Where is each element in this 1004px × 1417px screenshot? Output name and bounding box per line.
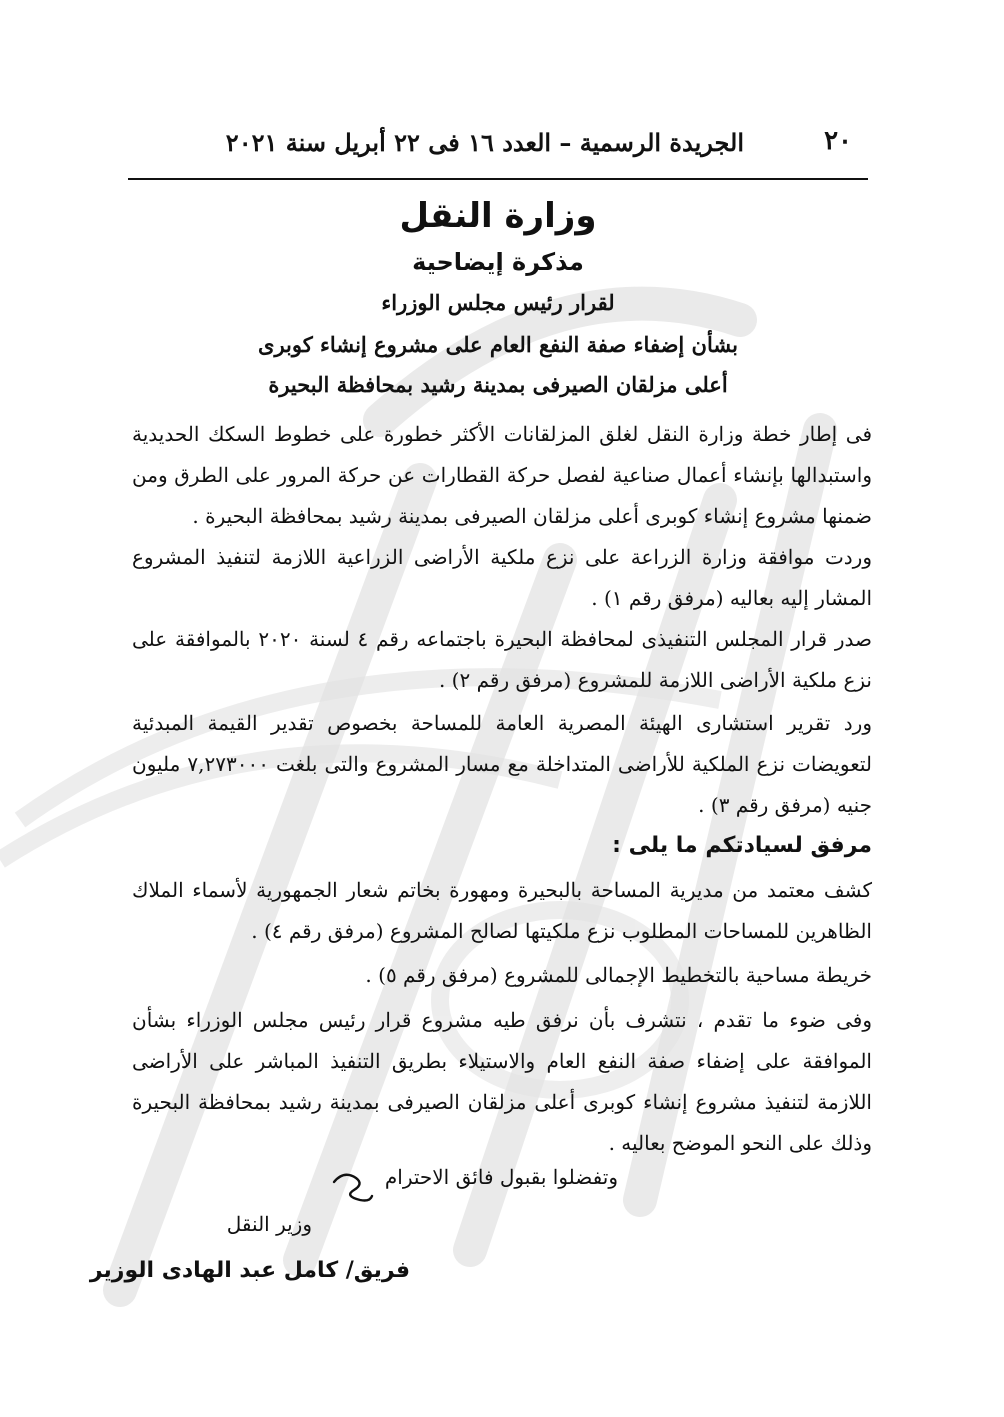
paragraph-plan: فى إطار خطة وزارة النقل لغلق المزلقانات الأكثر خطورة على خطوط السكك الحديدية واستبدالها بإنشاء أعمال صناعية لفصل حركة القطارات عن حركة المرور على الطرق ومن ضمنها مشروع إنشاء كوبرى أعلى مزلقان الصيرفى بمدينة رشيد بمحافظة البحيرة . [132, 422, 872, 528]
paragraph-council-decision: صدر قرار المجلس التنفيذى لمحافظة البحيرة باجتماعه رقم ٤ لسنة ٢٠٢٠ بالموافقة على نزع ملكية الأراضى اللازمة للمشروع (مرفق رقم ٢) . [132, 627, 872, 692]
minister-title: وزير النقل [226, 1212, 312, 1236]
memo-title: مذكرة إيضاحية [412, 248, 584, 276]
paragraph-conclusion: وفى ضوء ما تقدم ، نتشرف بأن نرفق طيه مشروع قرار رئيس مجلس الوزراء بشأن الموافقة على إضفاء صفة النفع العام والاستيلاء بطريق التنفيذ المباشر على الأراضى اللازمة لتنفيذ مشروع إنشاء كوبرى أعلى مزلقان الصيرفى بمدينة رشيد بمحافظة البحيرة وذلك على النحو الموضح بعاليه . [132, 1008, 872, 1155]
page-header [128, 126, 868, 170]
closing-regards: وتفضلوا بقبول فائق الاحترام [384, 1165, 618, 1189]
paragraph-survey-report: ورد تقرير استشارى الهيئة المصرية العامة للمساحة بخصوص تقدير القيمة المبدئية لتعويضات نزع الملكية للأراضى المتداخلة مع مسار المشروع والتى بلغت ٧,٢٧٣٠٠٠ مليون جنيه (مرفق رقم ٣) . [132, 711, 872, 817]
paragraph-agriculture-approval: وردت موافقة وزارة الزراعة على نزع ملكية الأراضى الزراعية اللازمة لتنفيذ المشروع المشار إليه بعاليه (مرفق رقم ١) . [132, 545, 872, 610]
subtitle-line-3: أعلى مزلقان الصيرفى بمدينة رشيد بمحافظة البحيرة [268, 372, 728, 397]
subtitle-line-2: بشأن إضفاء صفة النفع العام على مشروع إنشاء كوبرى [258, 332, 738, 357]
ministry-title: وزارة النقل [399, 196, 597, 236]
page-number: ٢٠ [824, 126, 852, 156]
attachments-heading: مرفق لسيادتكم ما يلى : [612, 833, 872, 858]
paragraph-attachment-list: كشف معتمد من مديرية المساحة بالبحيرة ومهورة بخاتم شعار الجمهورية لأسماء الملاك الظاهرين للمساحات المطلوب نزع ملكيتها لصالح المشروع (مرفق رقم ٤) . [132, 878, 872, 943]
signature-mark [330, 1168, 376, 1206]
subtitle-line-1: لقرار رئيس مجلس الوزراء [381, 290, 615, 315]
paragraph-survey-map: خريطة مساحية بالتخطيط الإجمالى للمشروع (مرفق رقم ٥) . [365, 963, 872, 987]
minister-name: فريق/ كامل عبد الهادى الوزير [89, 1258, 410, 1283]
gazette-line: الجريدة الرسمية – العدد ١٦ فى ٢٢ أبريل سنة ٢٠٢١ [225, 128, 744, 157]
header-divider [128, 178, 868, 180]
